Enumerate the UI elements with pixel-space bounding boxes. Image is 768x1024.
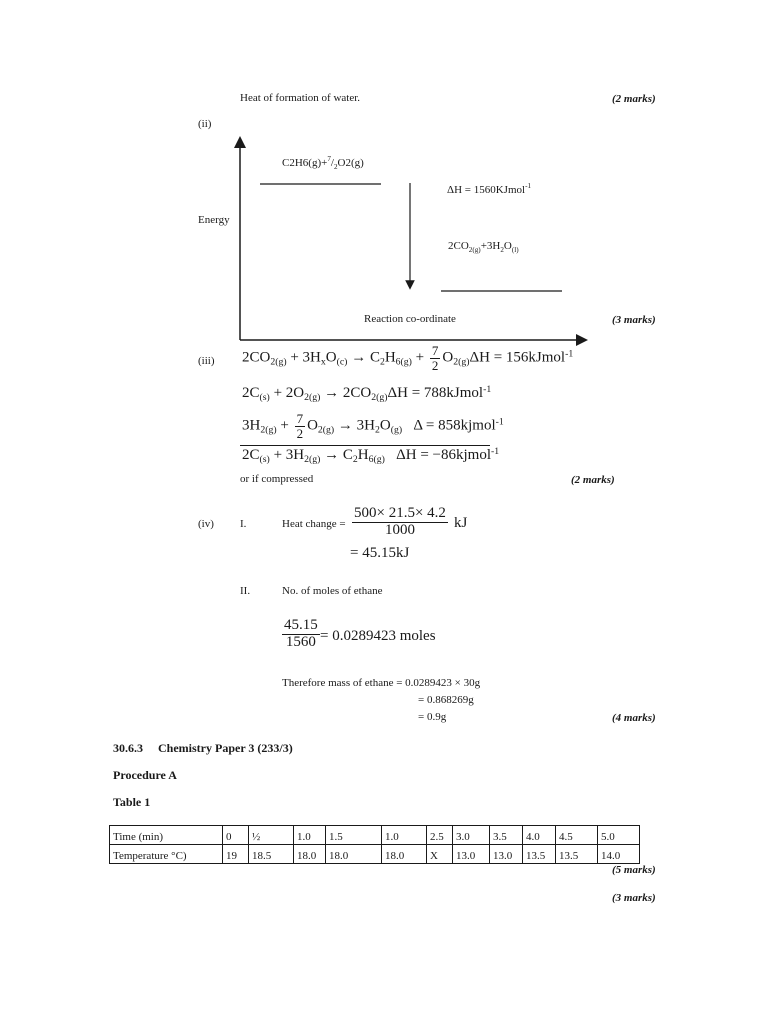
sum-line bbox=[240, 445, 490, 446]
delta-h-label: ΔH = 1560KJmol$^{-1}$ bbox=[447, 182, 532, 196]
table-cell: 1.0 bbox=[294, 826, 326, 845]
table-cell: 13.5 bbox=[523, 845, 556, 864]
table-cell: 13.5 bbox=[556, 845, 598, 864]
table-cell: Temperature °C) bbox=[110, 845, 223, 864]
mass-of-ethane-line-3: = 0.9g bbox=[418, 711, 447, 723]
table-cell: 5.0 bbox=[598, 826, 640, 845]
table-cell: 13.0 bbox=[453, 845, 490, 864]
table-cell: 19 bbox=[223, 845, 249, 864]
marks-table-2: (3 marks) bbox=[612, 892, 656, 904]
equation-2: $2C_{(s)} + 2O_{2(g)} \to 2CO_{2(g)}\Delta H$ = 788kJmol$^{-1}$ bbox=[242, 384, 492, 403]
equation-1: $2CO_{2(g)} + 3H_xO_{(c)} \to C_2H_{6(g)}$ + $\frac{7}{2}$ $O_{2(g)}\Delta H$ = 156kJmol$^{-1}$ bbox=[242, 343, 574, 373]
mass-of-ethane-line-2: = 0.868269g bbox=[418, 694, 474, 706]
marks-part-iv: (4 marks) bbox=[612, 712, 656, 724]
marks-part-i: (2 marks) bbox=[612, 93, 656, 105]
compressed-note: or if compressed bbox=[240, 473, 314, 485]
energy-axis-label: Energy bbox=[198, 214, 230, 226]
table-cell: 4.0 bbox=[523, 826, 556, 845]
marks-part-iii: (2 marks) bbox=[571, 474, 615, 486]
part-ii-label: (ii) bbox=[198, 118, 212, 130]
table-cell: 2.5 bbox=[427, 826, 453, 845]
table-cell: X bbox=[427, 845, 453, 864]
sub-part-ii-label: II. bbox=[240, 585, 251, 597]
reactant-label: $C2H6(g)+^7/_2O2(g)$ bbox=[282, 155, 364, 171]
results-table bbox=[109, 825, 640, 864]
marks-part-ii: (3 marks) bbox=[612, 314, 656, 326]
sub-part-i-label: I. bbox=[240, 518, 247, 530]
heat-change-result: = 45.15kJ bbox=[350, 545, 410, 561]
procedure-heading: Procedure A bbox=[113, 768, 177, 782]
moles-result: = 0.0289423 moles bbox=[320, 628, 436, 644]
table-title: Table 1 bbox=[113, 795, 151, 809]
table-cell: 14.0 bbox=[598, 845, 640, 864]
mass-of-ethane-line: Therefore mass of ethane = 0.0289423 × 30g bbox=[282, 677, 481, 689]
table-cell: 1.0 bbox=[382, 826, 427, 845]
moles-fraction: $\frac{45.15}{1560}$ bbox=[284, 617, 318, 650]
table-cell: 1.5 bbox=[326, 826, 382, 845]
table-cell: 18.5 bbox=[249, 845, 294, 864]
table-row-temperature bbox=[110, 845, 640, 864]
heat-of-formation-text: Heat of formation of water. bbox=[240, 92, 361, 104]
heat-change-label: Heat change = bbox=[282, 518, 346, 530]
table-cell: Time (min) bbox=[110, 826, 223, 845]
equation-3: $3H_{2(g)}$ + $\frac{7}{2}$ $O_{2(g)} \to 3H_2O_{(g)}$ Δ = 858kjmol$^{-1}$ bbox=[242, 411, 504, 441]
product-label: $2CO_{2(g)}+3H_2O_{(l)}$ bbox=[448, 240, 519, 254]
energy-level-diagram bbox=[0, 0, 768, 360]
equation-4: $2C_{(s)} + 3H_{2(g)} \to C_2H_{6(g)}$ ΔH = −86kjmol$^{-1}$ bbox=[242, 446, 500, 465]
table-row-time bbox=[110, 826, 640, 845]
table-cell: 3.5 bbox=[490, 826, 523, 845]
part-iii-label: (iii) bbox=[198, 355, 215, 367]
table-cell: 18.0 bbox=[326, 845, 382, 864]
table-cell: 3.0 bbox=[453, 826, 490, 845]
moles-of-ethane-label: No. of moles of ethane bbox=[282, 585, 383, 597]
table-cell: 18.0 bbox=[382, 845, 427, 864]
part-iv-label: (iv) bbox=[198, 518, 214, 530]
table-cell: 0 bbox=[223, 826, 249, 845]
heat-change-fraction: $\frac{500\times 21.5\times 4.2}{1000}$ bbox=[354, 505, 446, 538]
table-cell: 4.5 bbox=[556, 826, 598, 845]
table-cell: ½ bbox=[249, 826, 294, 845]
table-cell: 18.0 bbox=[294, 845, 326, 864]
marks-table: (5 marks) bbox=[612, 864, 656, 876]
heat-change-unit: kJ bbox=[454, 515, 468, 531]
section-heading: 30.6.3 Chemistry Paper 3 (233/3) bbox=[113, 741, 293, 755]
table-cell: 13.0 bbox=[490, 845, 523, 864]
reaction-coordinate-label: Reaction co-ordinate bbox=[364, 313, 456, 325]
